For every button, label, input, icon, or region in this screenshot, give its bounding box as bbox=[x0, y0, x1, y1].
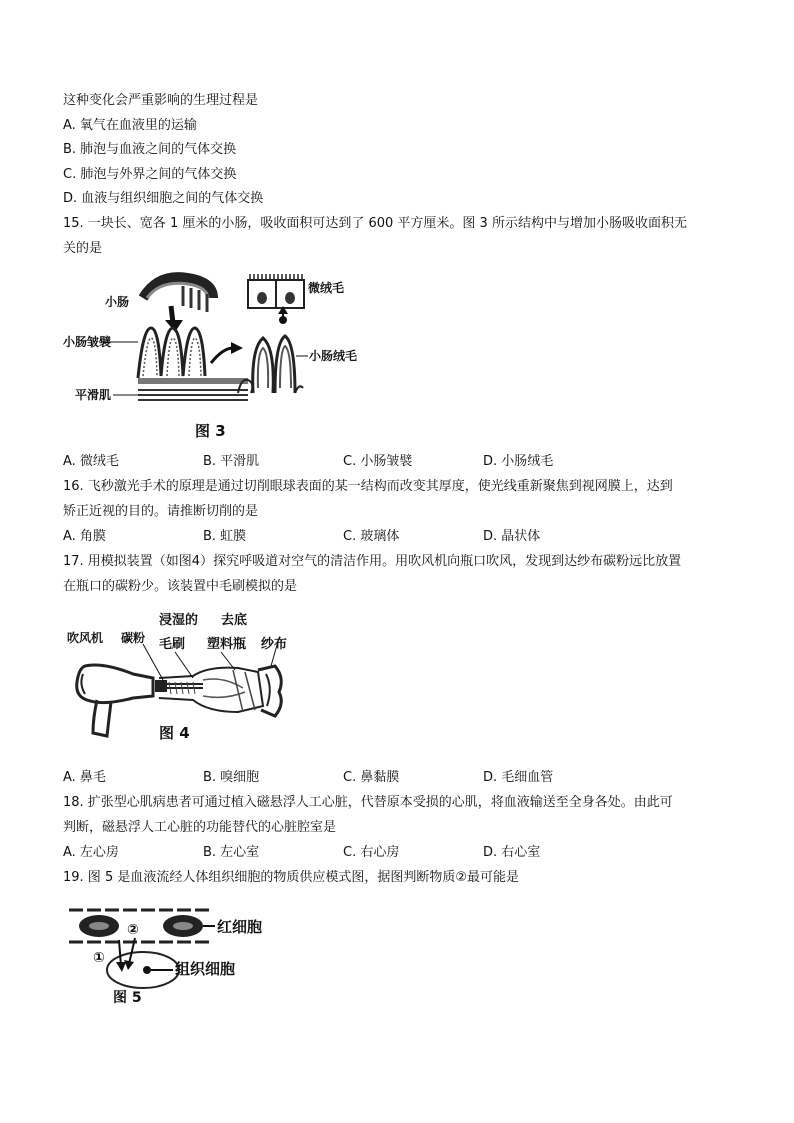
q16-option-d: D. 晶状体 bbox=[483, 529, 541, 544]
fig3-label-smooth-muscle: 平滑肌 bbox=[75, 388, 112, 402]
fig5-marker-1: ① bbox=[93, 950, 105, 966]
q18-option-c: C. 右心房 bbox=[343, 845, 400, 860]
q14-option-a: A. 氧气在血液里的运输 bbox=[63, 118, 197, 133]
villi-drawing bbox=[238, 336, 303, 393]
microvilli-drawing bbox=[248, 274, 304, 308]
figure-4 bbox=[63, 608, 303, 758]
fig4-label-carbon: 碳粉 bbox=[121, 631, 146, 645]
q14-option-d: D. 血液与组织细胞之间的气体交换 bbox=[63, 191, 264, 206]
q18-stem-line2: 判断，磁悬浮人工心脏的功能替代的心脏腔室是 bbox=[63, 820, 337, 835]
q18-option-a: A. 左心房 bbox=[63, 845, 119, 860]
q16-option-b: B. 虹膜 bbox=[203, 529, 247, 544]
q16-stem-line1: 16. 飞秒激光手术的原理是通过切削眼球表面的某一结构而改变其厚度，使光线重新聚焦到视网膜上，达到 bbox=[63, 479, 673, 494]
q15-option-a: A. 微绒毛 bbox=[63, 454, 119, 469]
fold-drawing bbox=[138, 328, 205, 378]
q19-stem: 19. 图 5 是血液流经人体组织细胞的物质供应模式图，据图判断物质②最可能是 bbox=[63, 870, 519, 885]
q15-option-b: B. 平滑肌 bbox=[203, 454, 260, 469]
fig5-marker-2: ② bbox=[127, 922, 139, 938]
q17-option-a: A. 鼻毛 bbox=[63, 770, 106, 785]
q14-option-b: B. 肺泡与血液之间的气体交换 bbox=[63, 142, 237, 157]
fig3-label-fold: 小肠皱襞 bbox=[63, 335, 112, 349]
q16-option-a: A. 角膜 bbox=[63, 529, 106, 544]
q14-stem: 这种变化会严重影响的生理过程是 bbox=[63, 93, 259, 108]
q17-stem-line1: 17. 用模拟装置（如图4）探究呼吸道对空气的清洁作用。用吹风机向瓶口吹风，发现到达纱布碳粉远比放置 bbox=[63, 554, 682, 569]
fig4-label-dryer: 吹风机 bbox=[67, 631, 104, 645]
fig5-label-rbc: 红细胞 bbox=[217, 918, 263, 936]
q15-option-d: D. 小肠绒毛 bbox=[483, 454, 554, 469]
q18-option-b: B. 左心室 bbox=[203, 845, 260, 860]
q16-option-c: C. 玻璃体 bbox=[343, 529, 400, 544]
q17-option-d: D. 毛细血管 bbox=[483, 770, 554, 785]
q15-option-c: C. 小肠皱襞 bbox=[343, 454, 413, 469]
figure-5 bbox=[63, 898, 293, 1008]
figure-3 bbox=[63, 268, 373, 443]
q17-option-b: B. 嗅细胞 bbox=[203, 770, 260, 785]
fig4-label-bottle-a: 去底 bbox=[221, 613, 248, 628]
fig5-label-tissue: 组织细胞 bbox=[175, 960, 236, 978]
fig4-label-brush-b: 毛刷 bbox=[159, 637, 186, 652]
fig4-label-bottle-b: 塑料瓶 bbox=[207, 637, 247, 652]
q17-stem-line2: 在瓶口的碳粉少。该装置中毛刷模拟的是 bbox=[63, 579, 298, 594]
fig3-label-small-intestine: 小肠 bbox=[105, 295, 130, 309]
fig3-caption: 图 3 bbox=[195, 422, 226, 440]
fig4-label-brush-a: 浸湿的 bbox=[159, 613, 199, 628]
q17-option-c: C. 鼻黏膜 bbox=[343, 770, 400, 785]
q18-option-d: D. 右心室 bbox=[483, 845, 541, 860]
bottle-drawing bbox=[159, 668, 263, 712]
q15-stem-line2: 关的是 bbox=[63, 241, 103, 256]
fig3-label-villi: 小肠绒毛 bbox=[309, 349, 358, 363]
smooth-muscle-drawing bbox=[138, 378, 248, 400]
fig4-label-gauze: 纱布 bbox=[261, 637, 288, 652]
q18-stem-line1: 18. 扩张型心肌病患者可通过植入磁悬浮人工心脏，代替原本受损的心肌，将血液输送至全身各处。由此可 bbox=[63, 795, 673, 810]
red-blood-cell-drawing bbox=[79, 915, 203, 937]
fig3-label-microvilli: 微绒毛 bbox=[308, 281, 345, 295]
brush-drawing bbox=[155, 680, 203, 694]
q14-option-c: C. 肺泡与外界之间的气体交换 bbox=[63, 167, 237, 182]
q15-stem-line1: 15. 一块长、宽各 1 厘米的小肠，吸收面积可达到了 600 平方厘米。图 3 所示结构中与增加小肠吸收面积无 bbox=[63, 216, 687, 231]
fig4-caption: 图 4 bbox=[159, 724, 190, 742]
small-intestine-drawing bbox=[143, 277, 213, 312]
fig5-caption: 图 5 bbox=[113, 990, 142, 1006]
hair-dryer-drawing bbox=[77, 665, 153, 736]
q16-stem-line2: 矫正近视的目的。请推断切削的是 bbox=[63, 504, 259, 519]
